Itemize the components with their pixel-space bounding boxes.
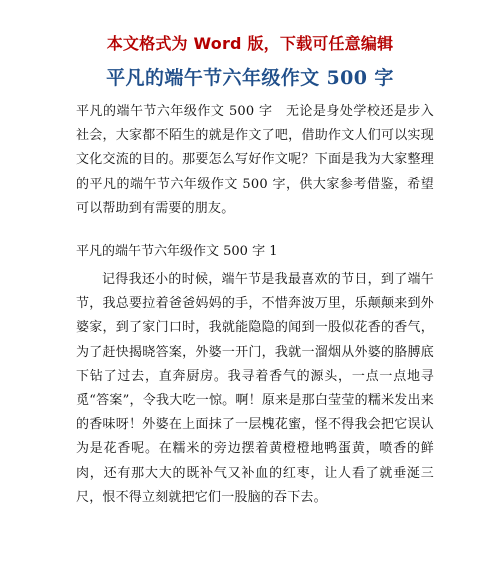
page-title: 平凡的端午节六年级作文 500 字	[106, 67, 394, 89]
intro-paragraph: 平凡的端午节六年级作文 500 字 无论是身处学校还是步入社会，大家都不陌生的就是作文了吧，借助作文人们可以实现文化交流的目的。那要怎么写好作文呢？下面是我为大家整理的平凡的端午节六年级作文 500 字，供大家参考借鉴，希望可以帮助到有需要的朋友。	[76, 104, 434, 216]
section-heading: 平凡的端午节六年级作文 500 字 1	[76, 244, 278, 260]
format-note: 本文格式为 Word 版，下载可任意编辑	[106, 34, 394, 53]
document-body	[76, 100, 434, 510]
essay-paragraph: 记得我还小的时候，端午节是我最喜欢的节日，到了端午节，我总要拉着爸爸妈妈的手，不惜奔波万里，乐颠颠来到外婆家，到了家门口时，我就能隐隐的闻到一股似花香的香气，为了赶快揭晓答案，外婆一开门，我就一溜烟从外婆的胳膊底下钻了过去，直奔厨房。我寻着香气的源头，一点一点地寻觅“答案”，令我大吃一惊。啊！原来是那白莹莹的糯米发出来的香味呀！外婆在上面抹了一层槐花蜜，怪不得我会把它误认为是花香呢。在糯米的旁边摆着黄橙橙地鸭蛋黄，喷香的鲜肉，还有那大大的既补气又补血的红枣，让人看了就垂涎三尺，恨不得立刻就把它们一股脑的吞下去。	[76, 272, 434, 505]
